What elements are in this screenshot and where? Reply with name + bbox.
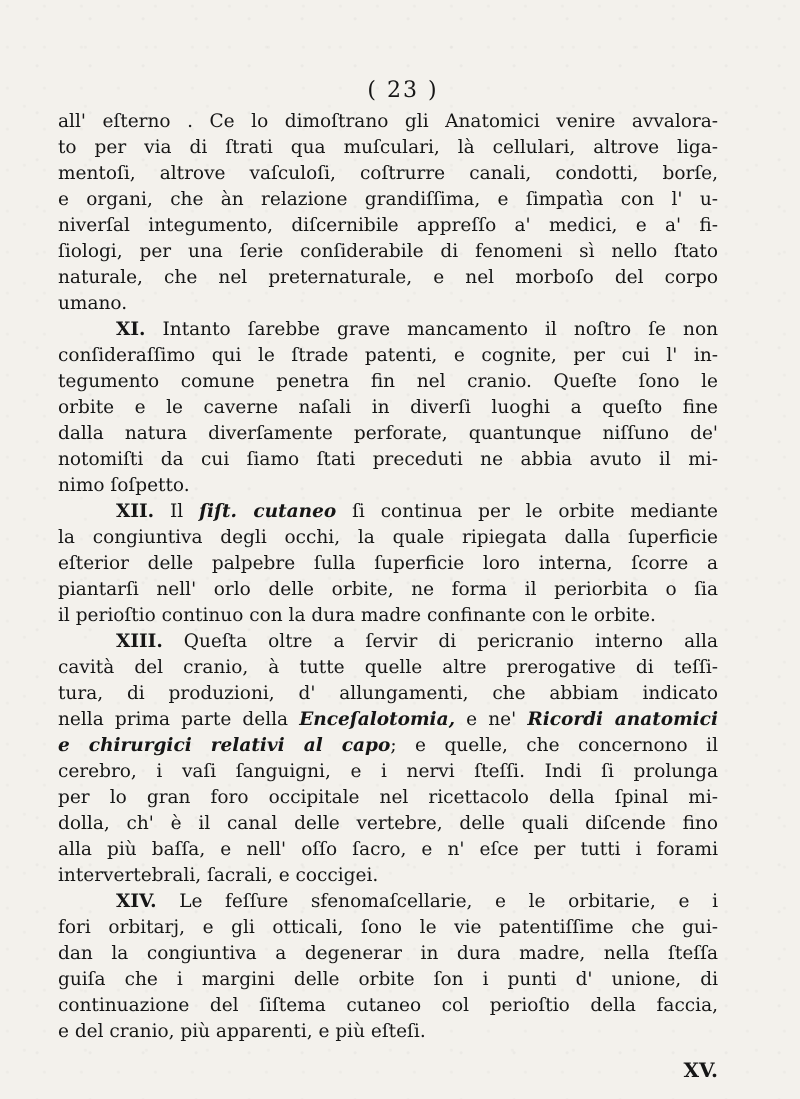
text-line: la congiuntiva degli occhi, la quale ripiegata dalla ſuperficie [58, 527, 718, 548]
section-xi [58, 317, 718, 499]
section-number: XIV. [116, 891, 157, 912]
section-number: XII. [116, 501, 155, 522]
text-line: dalla natura diverſamente perforate, quantunque niſſuno de' [58, 423, 718, 444]
section-first-line [58, 499, 718, 525]
text-line: alla più baſſa, e nell' oſſo ſacro, e n' eſce per tutti i forami [58, 839, 718, 860]
text-fragment: ; e quelle, che concernono il [390, 735, 718, 756]
text-line: all' eſterno . Ce lo dimoſtrano gli Anatomici venire avvalora- [58, 111, 718, 132]
section-first-line [58, 889, 718, 915]
section-xii [58, 499, 718, 629]
text-line: niverſal integumento, diſcernibile appreſſo a' medici, e a' fi- [58, 215, 718, 236]
text-line: e organi, che àn relazione grandiſſima, e ſimpatìa con l' u- [58, 189, 718, 210]
italic-term: ſiſt. cutaneo [199, 501, 337, 522]
italic-title: Ricordi anatomici [527, 709, 718, 730]
paragraph-continuation [58, 109, 718, 317]
text-fragment: ſi continua per le orbite mediante [352, 501, 718, 522]
section-xiv [58, 889, 718, 1045]
text-line: umano. [58, 293, 128, 314]
section-number: XIII. [116, 631, 163, 652]
text-line [58, 733, 718, 759]
text-fragment: nella prima parte della [58, 709, 289, 730]
text-fragment: Il [169, 501, 184, 522]
section-number: XI. [116, 319, 146, 340]
italic-title: e chirurgici relativi al capo [58, 735, 391, 756]
section-xiii [58, 629, 718, 889]
text-line: tegumento comune penetra fin nel cranio. Queſte ſono le [58, 371, 718, 392]
text-line: notomiſti da cui ſiamo ſtati preceduti ne abbia avuto il mi- [58, 449, 718, 470]
text-fragment: Le feſſure sfenomaſcellarie, e le orbitarie, e i [179, 891, 718, 912]
text-line: mentoſi, altrove vaſculoſi, coſtrurre canali, condotti, borſe, [58, 163, 718, 184]
text-line: eſterior delle palpebre ſulla ſuperficie loro interna, ſcorre a [58, 553, 718, 574]
catchword: XV. [683, 1058, 718, 1082]
text-line: cerebro, i vaſi ſanguigni, e i nervi ſteſſi. Indi ſi prolunga [58, 761, 718, 782]
text-line: conſideraſſimo qui le ſtrade patenti, e cognite, per cui l' in- [58, 345, 718, 366]
text-line: naturale, che nel preternaturale, e nel morboſo del corpo [58, 267, 718, 288]
text-line: to per via di ſtrati qua muſculari, là cellulari, altrove liga- [58, 137, 718, 158]
text-line: dolla, ch' è il canal delle vertebre, delle quali diſcende fino [58, 813, 718, 834]
section-first-line [58, 629, 718, 655]
text-fragment: e ne' [466, 709, 517, 730]
text-line: dan la congiuntiva a degenerar in dura madre, nella ſteſſa [58, 943, 718, 964]
page-number: ( 23 ) [367, 78, 439, 103]
section-first-line [58, 317, 718, 343]
document-page [58, 78, 718, 1085]
text-line: fori orbitarj, e gli otticali, ſono le vie patentiſſime che gui- [58, 917, 718, 938]
text-line: ſiologi, per una ſerie conſiderabile di fenomeni sì nello ſtato [58, 241, 718, 262]
text-line: il perioſtio continuo con la dura madre confinante con le orbite. [58, 605, 656, 626]
text-line: nimo ſoſpetto. [58, 475, 190, 496]
text-line: piantarſi nell' orlo delle orbite, ne forma il periorbita o ſia [58, 579, 718, 600]
text-line: guiſa che i margini delle orbite ſon i punti d' unione, di [58, 969, 718, 990]
text-line: tura, di produzioni, d' allungamenti, che abbiam indicato [58, 683, 718, 704]
text-fragment: Intanto ſarebbe grave mancamento il noſtro ſe non [162, 319, 718, 340]
text-line [58, 707, 718, 733]
text-line: continuazione del ſiſtema cutaneo col perioſtio della faccia, [58, 995, 718, 1016]
text-line: orbite e le caverne naſali in diverſi luoghi a queſto fine [58, 397, 718, 418]
text-line: cavità del cranio, à tutte quelle altre prerogative di teſſi- [58, 657, 718, 678]
text-line: e del cranio, più apparenti, e più eſteſi. [58, 1021, 426, 1042]
italic-title: Enceſalotomia, [299, 709, 456, 730]
text-line: per lo gran foro occipitale nel ricettacolo della ſpinal mi- [58, 787, 718, 808]
text-fragment: Queſta oltre a ſervir di pericranio interno alla [183, 631, 718, 652]
text-line: intervertebrali, ſacrali, e coccigei. [58, 865, 379, 886]
